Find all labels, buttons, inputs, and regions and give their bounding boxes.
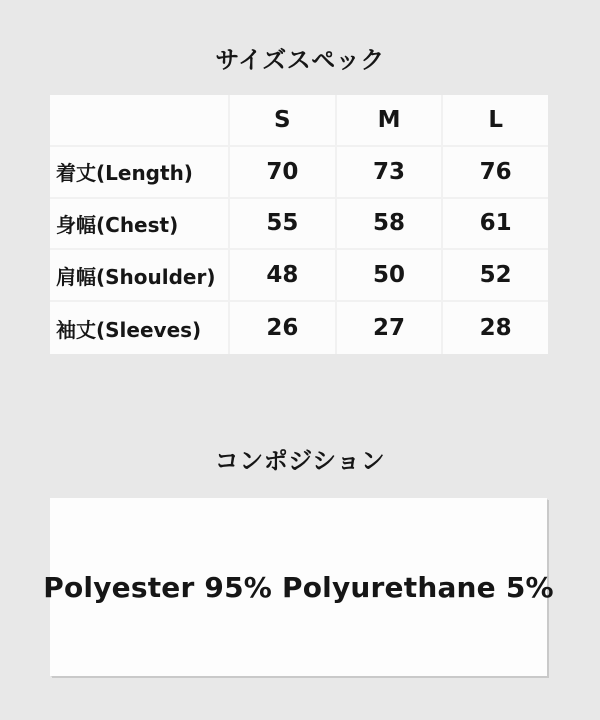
size-value: 73: [337, 147, 444, 199]
size-value: 28: [443, 302, 548, 354]
size-spec-table: [50, 95, 548, 354]
table-row: [50, 199, 548, 251]
table-row: [50, 147, 548, 199]
column-header-l: L: [443, 95, 548, 147]
row-label: 身幅(Chest): [50, 199, 230, 251]
composition-box: [43, 498, 554, 676]
size-value: 61: [443, 199, 548, 251]
size-value: 55: [230, 199, 337, 251]
size-value: 52: [443, 250, 548, 302]
size-value: 50: [337, 250, 444, 302]
composition-title: コンポジション: [214, 447, 386, 475]
size-value: 27: [337, 302, 444, 354]
size-value: 48: [230, 250, 337, 302]
table-row: [50, 302, 548, 354]
size-value: 76: [443, 147, 548, 199]
size-spec-title: サイズスペック: [215, 46, 385, 74]
row-label: 着丈(Length): [50, 147, 230, 199]
column-header-m: M: [337, 95, 444, 147]
row-label: 肩幅(Shoulder): [50, 250, 230, 302]
row-label: 袖丈(Sleeves): [50, 302, 230, 354]
size-value: 58: [337, 199, 444, 251]
corner-cell: [50, 95, 230, 147]
table-row: [50, 250, 548, 302]
column-header-s: S: [230, 95, 337, 147]
table-header-row: [50, 95, 548, 147]
size-value: 70: [230, 147, 337, 199]
size-value: 26: [230, 302, 337, 354]
composition-text: Polyester 95% Polyurethane 5%: [43, 570, 554, 604]
